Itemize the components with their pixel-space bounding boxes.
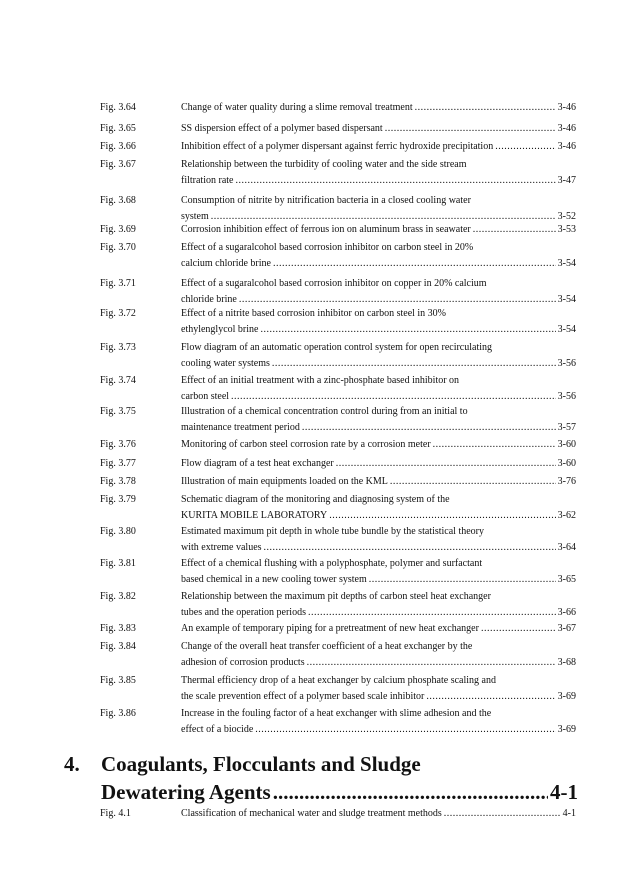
caption-text: carbon steel — [181, 390, 230, 402]
page-number: 3-60 — [557, 458, 576, 469]
leader-dots — [239, 292, 556, 308]
figure-caption — [181, 524, 576, 555]
caption-text: ethylenglycol brine — [181, 323, 259, 335]
figure-caption — [181, 492, 576, 523]
figure-caption — [181, 157, 576, 188]
leader-dots — [390, 474, 556, 490]
leader-dots — [473, 222, 556, 238]
page-number: 3-47 — [557, 174, 576, 186]
figure-caption — [181, 589, 576, 620]
caption-line: Flow diagram of an automatic operation control system for open recirculating — [181, 342, 493, 353]
figure-caption — [181, 240, 576, 271]
caption-text: SS dispersion effect of a polymer based dispersant — [181, 123, 383, 134]
caption-line: Effect of a sugaralcohol based corrosion inhibitor on copper in 20% calcium — [181, 278, 487, 289]
figure-number: Fig. 3.78 — [100, 476, 136, 487]
figure-number: Fig. 3.77 — [100, 458, 136, 469]
figure-caption — [181, 474, 576, 490]
caption-text: tubes and the operation periods — [181, 606, 306, 618]
chapter-title-line-1: Coagulants, Flocculants and Sludge — [101, 752, 421, 776]
figure-number: Fig. 3.85 — [100, 675, 136, 686]
figure-number: Fig. 3.81 — [100, 558, 136, 569]
caption-last-line — [181, 139, 576, 155]
caption-last-line — [181, 173, 576, 189]
page-number: 3-54 — [557, 257, 576, 269]
page-number: 3-57 — [557, 421, 576, 433]
figure-caption — [181, 437, 576, 453]
caption-text: Flow diagram of a test heat exchanger — [181, 458, 334, 469]
leader-dots — [231, 389, 556, 405]
figure-number: Fig. 3.69 — [100, 224, 136, 235]
figure-caption — [181, 706, 576, 737]
figure-caption — [181, 340, 576, 371]
leader-dots — [444, 806, 561, 822]
caption-text: Classification of mechanical water and sludge treatment methods — [181, 808, 442, 819]
figure-number: Fig. 3.84 — [100, 641, 136, 652]
caption-text: calcium chloride brine — [181, 257, 271, 269]
caption-last-line — [181, 605, 576, 621]
leader-dots — [235, 173, 555, 189]
figure-number: Fig. 3.65 — [100, 123, 136, 134]
caption-text: with extreme values — [181, 541, 262, 553]
caption-line: Estimated maximum pit depth in whole tube bundle by the statistical theory — [181, 526, 484, 537]
leader-dots — [329, 508, 555, 524]
page-number: 3-56 — [557, 390, 576, 402]
figure-number: Fig. 4.1 — [100, 808, 131, 819]
page-number: 3-62 — [557, 509, 576, 521]
caption-last-line — [181, 420, 576, 436]
caption-line: Effect of a sugaralcohol based corrosion inhibitor on carbon steel in 20% — [181, 242, 474, 253]
caption-last-line — [181, 508, 576, 524]
caption-text: Illustration of main equipments loaded on the KML — [181, 476, 388, 487]
figure-caption — [181, 139, 576, 155]
caption-last-line — [181, 621, 576, 637]
leader-dots — [481, 621, 556, 637]
caption-line: Effect of a nitrite based corrosion inhibitor on carbon steel in 30% — [181, 308, 447, 319]
caption-text: adhesion of corrosion products — [181, 656, 305, 668]
caption-last-line — [181, 121, 576, 137]
caption-last-line — [181, 806, 576, 822]
caption-last-line — [181, 356, 576, 372]
figure-caption — [181, 639, 576, 670]
chapter-title-line-2 — [101, 778, 578, 806]
caption-last-line — [181, 256, 576, 272]
figure-caption — [181, 121, 576, 137]
figure-number: Fig. 3.73 — [100, 342, 136, 353]
figure-number: Fig. 3.82 — [100, 591, 136, 602]
page-number: 3-69 — [557, 690, 576, 702]
caption-line: Increase in the fouling factor of a heat exchanger with slime adhesion and the — [181, 708, 492, 719]
leader-dots — [273, 778, 548, 806]
figure-number: Fig. 3.80 — [100, 526, 136, 537]
figure-number: Fig. 3.75 — [100, 406, 136, 417]
leader-dots — [307, 655, 556, 671]
figure-number: Fig. 3.64 — [100, 102, 136, 113]
figure-number: Fig. 3.86 — [100, 708, 136, 719]
figure-caption — [181, 404, 576, 435]
caption-text: KURITA MOBILE LABORATORY — [181, 509, 328, 521]
leader-dots — [385, 121, 556, 137]
figure-number: Fig. 3.70 — [100, 242, 136, 253]
leader-dots — [369, 572, 556, 588]
leader-dots — [308, 605, 556, 621]
leader-dots — [302, 420, 556, 436]
caption-text: An example of temporary piping for a pretreatment of new heat exchanger — [181, 623, 479, 634]
caption-text: Inhibition effect of a polymer dispersant against ferric hydroxide precipitation — [181, 141, 494, 152]
caption-text: cooling water systems — [181, 357, 270, 369]
page-number: 3-46 — [557, 123, 576, 134]
page-number: 3-76 — [557, 476, 576, 487]
caption-text: filtration rate — [181, 174, 234, 186]
caption-line: Consumption of nitrite by nitrification bacteria in a closed cooling water — [181, 195, 471, 206]
caption-last-line — [181, 540, 576, 556]
figure-caption — [181, 276, 576, 307]
caption-text: based chemical in a new cooling tower system — [181, 573, 367, 585]
figure-number: Fig. 3.83 — [100, 623, 136, 634]
caption-text: maintenance treatment period — [181, 421, 300, 433]
chapter-page-number: 4-1 — [550, 780, 578, 804]
page-number: 3-60 — [557, 439, 576, 450]
caption-text: Corrosion inhibition effect of ferrous ion on aluminum brass in seawater — [181, 224, 471, 235]
caption-last-line — [181, 222, 576, 238]
figure-caption — [181, 193, 576, 224]
page-number: 3-66 — [557, 606, 576, 618]
page-number: 3-54 — [557, 323, 576, 335]
figure-number: Fig. 3.79 — [100, 494, 136, 505]
caption-line: Change of the overall heat transfer coefficient of a heat exchanger by the — [181, 641, 473, 652]
figure-number: Fig. 3.67 — [100, 159, 136, 170]
page-number: 3-46 — [557, 102, 576, 113]
caption-last-line — [181, 655, 576, 671]
figure-caption — [181, 621, 576, 637]
caption-line: Effect of an initial treatment with a zinc-phosphate based inhibitor on — [181, 375, 460, 386]
caption-last-line — [181, 572, 576, 588]
leader-dots — [264, 540, 556, 556]
caption-last-line — [181, 456, 576, 472]
caption-line: Relationship between the turbidity of cooling water and the side stream — [181, 159, 467, 170]
figure-number: Fig. 3.76 — [100, 439, 136, 450]
leader-dots — [433, 437, 556, 453]
figure-caption — [181, 556, 576, 587]
leader-dots — [426, 689, 555, 705]
figure-caption — [181, 100, 576, 116]
figure-caption — [181, 456, 576, 472]
page-number: 3-65 — [557, 573, 576, 585]
figure-number: Fig. 3.66 — [100, 141, 136, 152]
caption-line: Schematic diagram of the monitoring and diagnosing system of the — [181, 494, 450, 505]
caption-last-line — [181, 689, 576, 705]
page-number: 3-68 — [557, 656, 576, 668]
caption-line: Illustration of a chemical concentration control during from an initial to — [181, 406, 468, 417]
figure-caption — [181, 806, 576, 822]
page-number: 3-46 — [557, 141, 576, 152]
leader-dots — [272, 356, 556, 372]
leader-dots — [415, 100, 556, 116]
leader-dots — [260, 322, 555, 338]
caption-text: Change of water quality during a slime removal treatment — [181, 102, 413, 113]
caption-last-line — [181, 292, 576, 308]
chapter-number: 4. — [64, 752, 80, 776]
caption-text: chloride brine — [181, 293, 237, 305]
page-number: 3-56 — [557, 357, 576, 369]
chapter-title-line-2-text: Dewatering Agents — [101, 780, 271, 804]
leader-dots — [336, 456, 556, 472]
figure-caption — [181, 222, 576, 238]
figure-caption — [181, 373, 576, 404]
figure-caption — [181, 306, 576, 337]
page-number: 3-64 — [557, 541, 576, 553]
caption-text: Monitoring of carbon steel corrosion rate by a corrosion meter — [181, 439, 431, 450]
figure-number: Fig. 3.72 — [100, 308, 136, 319]
caption-text: effect of a biocide — [181, 723, 254, 735]
caption-last-line — [181, 389, 576, 405]
caption-line: Effect of a chemical flushing with a polyphosphate, polymer and surfactant — [181, 558, 483, 569]
figure-number: Fig. 3.71 — [100, 278, 136, 289]
caption-last-line — [181, 474, 576, 490]
caption-last-line — [181, 437, 576, 453]
caption-last-line — [181, 322, 576, 338]
figure-number: Fig. 3.74 — [100, 375, 136, 386]
page-number: 3-67 — [557, 623, 576, 634]
caption-line: Relationship between the maximum pit depths of carbon steel heat exchanger — [181, 591, 491, 602]
leader-dots — [255, 722, 555, 738]
caption-last-line — [181, 100, 576, 116]
leader-dots — [495, 139, 555, 155]
figure-number: Fig. 3.68 — [100, 195, 136, 206]
page-number: 3-69 — [557, 723, 576, 735]
leader-dots — [273, 256, 556, 272]
figure-caption — [181, 673, 576, 704]
page-number: 3-52 — [557, 210, 576, 222]
page-number: 3-53 — [557, 224, 576, 235]
caption-text: the scale prevention effect of a polymer based scale inhibitor — [181, 690, 425, 702]
caption-last-line — [181, 722, 576, 738]
page-number: 4-1 — [562, 808, 576, 819]
caption-line: Thermal efficiency drop of a heat exchanger by calcium phosphate scaling and — [181, 675, 496, 686]
page-number: 3-54 — [557, 293, 576, 305]
caption-text: system — [181, 210, 209, 222]
